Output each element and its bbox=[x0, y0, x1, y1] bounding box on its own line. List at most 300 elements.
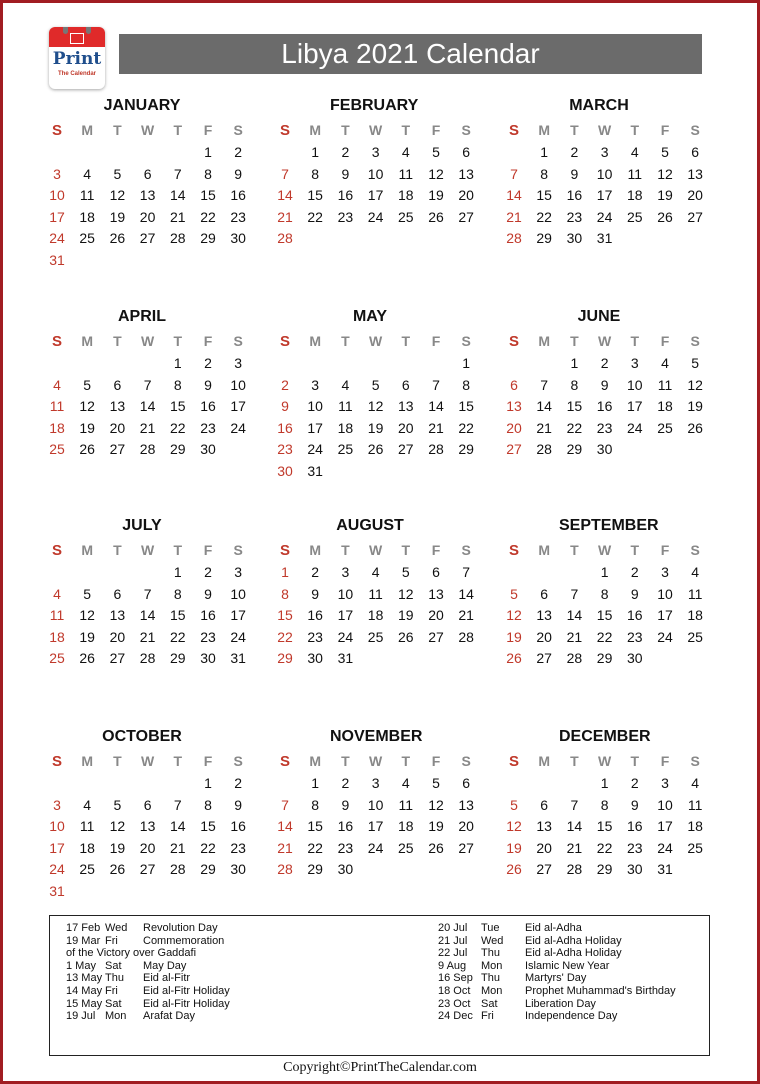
day-cell: 27 bbox=[458, 208, 474, 225]
day-cell: 20 bbox=[687, 187, 703, 204]
day-cell: 19 bbox=[109, 839, 126, 856]
day-cell: 10 bbox=[307, 398, 323, 415]
day-cell: 7 bbox=[173, 165, 182, 182]
weekday-header: F bbox=[431, 122, 441, 138]
day-cell: 21 bbox=[277, 839, 293, 856]
day-cell: 30 bbox=[200, 650, 216, 667]
holiday-date: 18 Oct bbox=[438, 984, 471, 997]
day-cell: 25 bbox=[367, 628, 384, 645]
day-cell: 15 bbox=[566, 398, 583, 415]
day-cell: 24 bbox=[367, 839, 384, 856]
day-cell: 3 bbox=[371, 775, 380, 791]
day-cell: 24 bbox=[657, 839, 673, 856]
day-cell: 20 bbox=[109, 628, 126, 645]
day-cell: 13 bbox=[506, 398, 522, 415]
holiday-day: Mon bbox=[481, 984, 503, 997]
day-cell: 16 bbox=[277, 419, 293, 436]
weekday-header: S bbox=[508, 333, 519, 350]
day-cell: 9 bbox=[630, 796, 639, 813]
weekday-header: S bbox=[461, 333, 471, 349]
day-cell: 30 bbox=[566, 230, 583, 247]
holiday-date: 14 May bbox=[66, 984, 103, 997]
weekday-header: T bbox=[401, 542, 411, 558]
holiday-day: Sat bbox=[105, 959, 122, 972]
weekday-header: W bbox=[597, 122, 612, 138]
day-cell: 12 bbox=[109, 818, 126, 835]
holiday-day: Wed bbox=[105, 922, 128, 934]
day-cell: 10 bbox=[657, 796, 673, 813]
holiday-day: Wed bbox=[481, 934, 504, 947]
day-cell: 7 bbox=[173, 796, 182, 813]
day-cell: 13 bbox=[458, 796, 474, 813]
weekday-header: F bbox=[431, 333, 441, 349]
weekday-header: T bbox=[113, 333, 122, 349]
day-cell: 2 bbox=[600, 355, 609, 371]
day-cell: 24 bbox=[337, 628, 354, 645]
holiday-list bbox=[49, 915, 710, 1056]
day-cell: 7 bbox=[143, 585, 152, 602]
day-cell: 18 bbox=[79, 839, 95, 856]
day-cell: 8 bbox=[311, 165, 320, 182]
day-cell: 27 bbox=[109, 650, 126, 667]
day-cell: 21 bbox=[428, 419, 444, 436]
day-cell: 30 bbox=[627, 861, 643, 878]
day-cell: 20 bbox=[458, 818, 474, 835]
day-cell: 23 bbox=[230, 839, 246, 856]
day-cell: 29 bbox=[277, 650, 293, 667]
day-cell: 4 bbox=[341, 376, 350, 393]
month-name: JANUARY bbox=[103, 97, 181, 114]
weekday-header: W bbox=[140, 333, 155, 349]
day-cell: 14 bbox=[536, 398, 552, 415]
day-cell: 28 bbox=[506, 230, 522, 247]
day-cell: 22 bbox=[200, 208, 216, 225]
day-cell: 17 bbox=[657, 607, 673, 624]
holiday-date: 21 Jul bbox=[438, 934, 468, 947]
day-cell: 17 bbox=[307, 419, 323, 436]
weekday-header: W bbox=[140, 542, 155, 558]
day-cell: 2 bbox=[341, 775, 350, 791]
day-cell: 8 bbox=[173, 376, 182, 393]
weekday-header: S bbox=[233, 333, 243, 349]
weekday-header: W bbox=[140, 122, 155, 138]
month-name: MARCH bbox=[569, 97, 629, 114]
day-cell: 31 bbox=[337, 650, 354, 667]
day-cell: 24 bbox=[230, 628, 246, 645]
day-cell: 9 bbox=[630, 585, 639, 602]
calendar-ring-icon bbox=[63, 27, 68, 34]
holiday-date: 17 Feb bbox=[66, 922, 101, 934]
day-cell: 9 bbox=[341, 165, 350, 182]
holiday-day: Tue bbox=[481, 922, 500, 934]
day-cell: 1 bbox=[462, 355, 471, 371]
weekday-header: T bbox=[630, 122, 640, 138]
weekday-header: T bbox=[341, 122, 350, 138]
holiday-name: Liberation Day bbox=[525, 997, 596, 1010]
weekday-header: F bbox=[203, 333, 213, 349]
day-cell: 15 bbox=[200, 187, 216, 204]
day-cell: 3 bbox=[234, 355, 243, 371]
weekday-header: T bbox=[341, 333, 350, 349]
day-cell: 9 bbox=[570, 165, 579, 182]
day-cell: 14 bbox=[566, 818, 583, 835]
weekday-header: F bbox=[203, 122, 213, 138]
day-cell: 23 bbox=[627, 839, 643, 856]
weekday-header: S bbox=[233, 122, 243, 138]
day-cell: 14 bbox=[428, 398, 444, 415]
day-cell: 28 bbox=[170, 861, 186, 878]
day-cell: 16 bbox=[200, 398, 216, 415]
day-cell: 25 bbox=[79, 230, 95, 247]
holiday-date: 15 May bbox=[66, 997, 103, 1010]
day-cell: 30 bbox=[307, 650, 323, 667]
holiday-name: Eid al-Adha Holiday bbox=[525, 947, 622, 960]
day-cell: 12 bbox=[506, 607, 522, 624]
day-cell: 1 bbox=[600, 564, 609, 580]
weekday-header: S bbox=[690, 542, 700, 558]
day-cell: 11 bbox=[49, 398, 65, 415]
day-cell: 27 bbox=[109, 441, 126, 458]
day-cell: 14 bbox=[506, 187, 522, 204]
weekday-header: F bbox=[431, 753, 441, 769]
day-cell: 27 bbox=[687, 208, 703, 225]
day-cell: 12 bbox=[657, 165, 673, 182]
day-cell: 25 bbox=[687, 839, 703, 856]
weekday-header: T bbox=[570, 333, 579, 349]
day-cell: 28 bbox=[428, 441, 444, 458]
holiday-day: Sat bbox=[481, 997, 498, 1010]
month-name: APRIL bbox=[118, 308, 166, 325]
weekday-header: W bbox=[368, 542, 383, 558]
day-cell: 3 bbox=[234, 564, 243, 580]
day-cell: 1 bbox=[173, 355, 182, 371]
weekday-header: S bbox=[279, 122, 290, 139]
day-cell: 10 bbox=[367, 796, 384, 813]
weekday-header: M bbox=[309, 122, 322, 138]
day-cell: 6 bbox=[510, 376, 518, 393]
day-cell: 4 bbox=[691, 564, 700, 580]
day-cell: 31 bbox=[307, 463, 323, 479]
weekday-header: W bbox=[368, 333, 383, 349]
weekday-header: F bbox=[203, 753, 213, 769]
day-cell: 15 bbox=[200, 818, 216, 835]
day-cell: 14 bbox=[566, 607, 583, 624]
day-cell: 11 bbox=[79, 187, 95, 204]
day-cell: 13 bbox=[428, 585, 444, 602]
day-cell: 12 bbox=[367, 398, 384, 415]
day-cell: 30 bbox=[627, 650, 643, 667]
holiday-date: 9 Aug bbox=[438, 959, 467, 972]
weekday-header: S bbox=[51, 333, 62, 350]
day-cell: 27 bbox=[458, 839, 474, 856]
weekday-header: T bbox=[113, 753, 122, 769]
print-the-calendar-logo[interactable] bbox=[49, 27, 105, 89]
day-cell: 21 bbox=[139, 628, 156, 645]
day-cell: 18 bbox=[49, 628, 65, 645]
day-cell: 11 bbox=[398, 796, 414, 813]
weekday-header: S bbox=[51, 542, 62, 559]
month-name: DECEMBER bbox=[559, 728, 651, 745]
day-cell: 5 bbox=[113, 165, 122, 182]
weekday-header: T bbox=[341, 542, 350, 558]
day-cell: 25 bbox=[337, 441, 354, 458]
month-name: JUNE bbox=[577, 308, 621, 325]
day-cell: 24 bbox=[627, 419, 643, 436]
day-cell: 31 bbox=[657, 861, 673, 878]
day-cell: 19 bbox=[657, 187, 673, 204]
day-cell: 7 bbox=[570, 585, 579, 602]
day-cell: 1 bbox=[204, 775, 212, 791]
day-cell: 29 bbox=[536, 230, 552, 247]
day-cell: 25 bbox=[398, 208, 414, 225]
holiday-name: Islamic New Year bbox=[525, 959, 610, 972]
day-cell: 12 bbox=[79, 607, 95, 624]
day-cell: 2 bbox=[281, 376, 289, 393]
day-cell: 28 bbox=[536, 441, 552, 458]
calendar-icon bbox=[70, 33, 84, 44]
holiday-name: Independence Day bbox=[525, 1010, 618, 1023]
day-cell: 18 bbox=[49, 419, 65, 436]
day-cell: 26 bbox=[367, 441, 384, 458]
day-cell: 24 bbox=[596, 208, 613, 225]
day-cell: 10 bbox=[49, 187, 65, 204]
day-cell: 20 bbox=[139, 839, 156, 856]
day-cell: 6 bbox=[691, 144, 700, 160]
weekday-header: T bbox=[401, 122, 411, 138]
month-name: FEBRUARY bbox=[330, 97, 419, 114]
day-cell: 18 bbox=[367, 607, 384, 624]
day-cell: 19 bbox=[398, 607, 414, 624]
day-cell: 26 bbox=[79, 441, 95, 458]
day-cell: 1 bbox=[173, 564, 182, 580]
day-cell: 8 bbox=[311, 796, 320, 813]
day-cell: 14 bbox=[139, 398, 156, 415]
day-cell: 1 bbox=[600, 775, 609, 791]
day-cell: 27 bbox=[536, 861, 552, 878]
day-cell: 5 bbox=[371, 376, 380, 393]
day-cell: 26 bbox=[506, 861, 522, 878]
day-cell: 30 bbox=[230, 861, 246, 878]
weekday-header: T bbox=[341, 753, 350, 769]
holiday-date: 19 Jul bbox=[66, 1010, 96, 1023]
day-cell: 22 bbox=[536, 208, 552, 225]
day-cell: 13 bbox=[458, 165, 474, 182]
day-cell: 24 bbox=[49, 861, 65, 878]
weekday-header: T bbox=[570, 753, 579, 769]
day-cell: 28 bbox=[170, 230, 186, 247]
day-cell: 21 bbox=[566, 628, 583, 645]
holiday-date: of the Victory over Gaddafi bbox=[66, 947, 197, 960]
day-cell: 4 bbox=[401, 775, 410, 791]
day-cell: 20 bbox=[398, 419, 414, 436]
day-cell: 26 bbox=[109, 230, 126, 247]
day-cell: 14 bbox=[277, 818, 293, 835]
day-cell: 2 bbox=[234, 775, 243, 791]
day-cell: 24 bbox=[657, 628, 673, 645]
month-name: NOVEMBER bbox=[330, 728, 423, 745]
weekday-header: T bbox=[173, 333, 183, 349]
day-cell: 28 bbox=[139, 650, 156, 667]
day-cell: 8 bbox=[204, 165, 212, 182]
day-cell: 2 bbox=[204, 564, 212, 580]
day-cell: 23 bbox=[307, 628, 323, 645]
holiday-day: Fri bbox=[105, 934, 118, 947]
day-cell: 7 bbox=[510, 165, 518, 182]
day-cell: 1 bbox=[570, 355, 579, 371]
day-cell: 31 bbox=[596, 230, 613, 247]
weekday-header: S bbox=[461, 753, 471, 769]
holiday-day: Thu bbox=[481, 972, 500, 985]
weekday-header: T bbox=[113, 122, 122, 138]
day-cell: 11 bbox=[627, 165, 643, 182]
day-cell: 3 bbox=[311, 376, 320, 393]
day-cell: 10 bbox=[230, 585, 246, 602]
day-cell: 8 bbox=[173, 585, 182, 602]
holiday-day: Thu bbox=[105, 972, 124, 985]
weekday-header: M bbox=[309, 333, 322, 349]
holiday-date: 16 Sep bbox=[438, 972, 473, 985]
day-cell: 24 bbox=[367, 208, 384, 225]
day-cell: 22 bbox=[277, 628, 293, 645]
day-cell: 5 bbox=[510, 585, 518, 602]
weekday-header: S bbox=[233, 753, 243, 769]
day-cell: 21 bbox=[458, 607, 474, 624]
day-cell: 15 bbox=[458, 398, 474, 415]
day-cell: 9 bbox=[341, 796, 350, 813]
day-cell: 18 bbox=[627, 187, 643, 204]
weekday-header: F bbox=[660, 333, 670, 349]
day-cell: 6 bbox=[143, 165, 152, 182]
day-cell: 30 bbox=[337, 861, 354, 878]
day-cell: 31 bbox=[49, 883, 65, 899]
day-cell: 3 bbox=[661, 564, 669, 580]
day-cell: 27 bbox=[506, 441, 522, 458]
holiday-day: Mon bbox=[481, 959, 503, 972]
day-cell: 17 bbox=[230, 607, 246, 624]
day-cell: 6 bbox=[462, 144, 471, 160]
day-cell: 1 bbox=[204, 144, 212, 160]
weekday-header: S bbox=[279, 753, 290, 770]
day-cell: 6 bbox=[540, 796, 549, 813]
day-cell: 19 bbox=[506, 839, 522, 856]
day-cell: 8 bbox=[540, 165, 549, 182]
day-cell: 28 bbox=[139, 441, 156, 458]
day-cell: 13 bbox=[687, 165, 703, 182]
month-name: OCTOBER bbox=[102, 728, 182, 745]
day-cell: 9 bbox=[600, 376, 609, 393]
weekday-header: M bbox=[81, 542, 94, 558]
day-cell: 2 bbox=[570, 144, 579, 160]
day-cell: 15 bbox=[596, 607, 613, 624]
day-cell: 19 bbox=[79, 419, 95, 436]
day-cell: 29 bbox=[566, 441, 583, 458]
day-cell: 15 bbox=[170, 607, 186, 624]
calendar-ring-icon bbox=[86, 27, 91, 34]
holiday-date: 24 Dec bbox=[438, 1010, 473, 1023]
day-cell: 31 bbox=[230, 650, 246, 667]
day-cell: 29 bbox=[200, 861, 216, 878]
day-cell: 28 bbox=[566, 861, 583, 878]
day-cell: 29 bbox=[200, 230, 216, 247]
day-cell: 26 bbox=[109, 861, 126, 878]
weekday-header: T bbox=[630, 542, 640, 558]
day-cell: 5 bbox=[432, 775, 440, 791]
day-cell: 11 bbox=[687, 796, 703, 813]
day-cell: 22 bbox=[596, 628, 613, 645]
weekday-header: F bbox=[203, 542, 213, 558]
day-cell: 1 bbox=[311, 775, 320, 791]
day-cell: 12 bbox=[398, 585, 414, 602]
weekday-header: S bbox=[690, 122, 700, 138]
day-cell: 15 bbox=[536, 187, 552, 204]
day-cell: 12 bbox=[428, 796, 444, 813]
day-cell: 29 bbox=[307, 861, 323, 878]
day-cell: 13 bbox=[139, 818, 156, 835]
weekday-header: T bbox=[173, 122, 183, 138]
weekday-header: M bbox=[81, 122, 94, 138]
weekday-header: T bbox=[401, 333, 411, 349]
weekday-header: M bbox=[81, 753, 94, 769]
day-cell: 15 bbox=[596, 818, 613, 835]
day-cell: 5 bbox=[113, 796, 122, 813]
day-cell: 17 bbox=[657, 818, 673, 835]
day-cell: 6 bbox=[113, 585, 122, 602]
weekday-header: S bbox=[461, 542, 471, 558]
day-cell: 11 bbox=[49, 607, 65, 624]
day-cell: 29 bbox=[170, 441, 186, 458]
day-cell: 13 bbox=[536, 818, 552, 835]
day-cell: 6 bbox=[113, 376, 122, 393]
weekday-header: S bbox=[508, 753, 519, 770]
day-cell: 6 bbox=[540, 585, 549, 602]
day-cell: 12 bbox=[687, 376, 703, 393]
copyright[interactable]: Copyright©PrintTheCalendar.com bbox=[283, 1060, 477, 1075]
day-cell: 9 bbox=[234, 165, 243, 182]
weekday-header: S bbox=[508, 122, 519, 139]
day-cell: 18 bbox=[398, 187, 414, 204]
day-cell: 18 bbox=[687, 607, 703, 624]
day-cell: 4 bbox=[83, 165, 92, 182]
day-cell: 4 bbox=[691, 775, 700, 791]
day-cell: 3 bbox=[600, 144, 609, 160]
holiday-name: Commemoration bbox=[143, 934, 225, 947]
weekday-header: W bbox=[368, 753, 383, 769]
day-cell: 19 bbox=[506, 628, 522, 645]
day-cell: 5 bbox=[510, 796, 518, 813]
day-cell: 5 bbox=[432, 144, 440, 160]
day-cell: 2 bbox=[341, 144, 350, 160]
day-cell: 1 bbox=[540, 144, 549, 160]
day-cell: 17 bbox=[596, 187, 613, 204]
day-cell: 7 bbox=[462, 564, 471, 580]
weekday-header: S bbox=[690, 333, 700, 349]
day-cell: 8 bbox=[204, 796, 212, 813]
day-cell: 28 bbox=[277, 230, 293, 247]
day-cell: 21 bbox=[170, 208, 186, 225]
day-cell: 23 bbox=[200, 419, 216, 436]
page-title: Libya 2021 Calendar bbox=[119, 34, 702, 74]
weekday-header: S bbox=[508, 542, 519, 559]
day-cell: 19 bbox=[79, 628, 95, 645]
day-cell: 3 bbox=[371, 144, 380, 160]
day-cell: 11 bbox=[687, 585, 703, 602]
day-cell: 16 bbox=[337, 818, 354, 835]
day-cell: 17 bbox=[49, 208, 65, 225]
weekday-header: W bbox=[597, 753, 612, 769]
day-cell: 8 bbox=[281, 585, 289, 602]
day-cell: 27 bbox=[398, 441, 414, 458]
day-cell: 22 bbox=[307, 208, 323, 225]
